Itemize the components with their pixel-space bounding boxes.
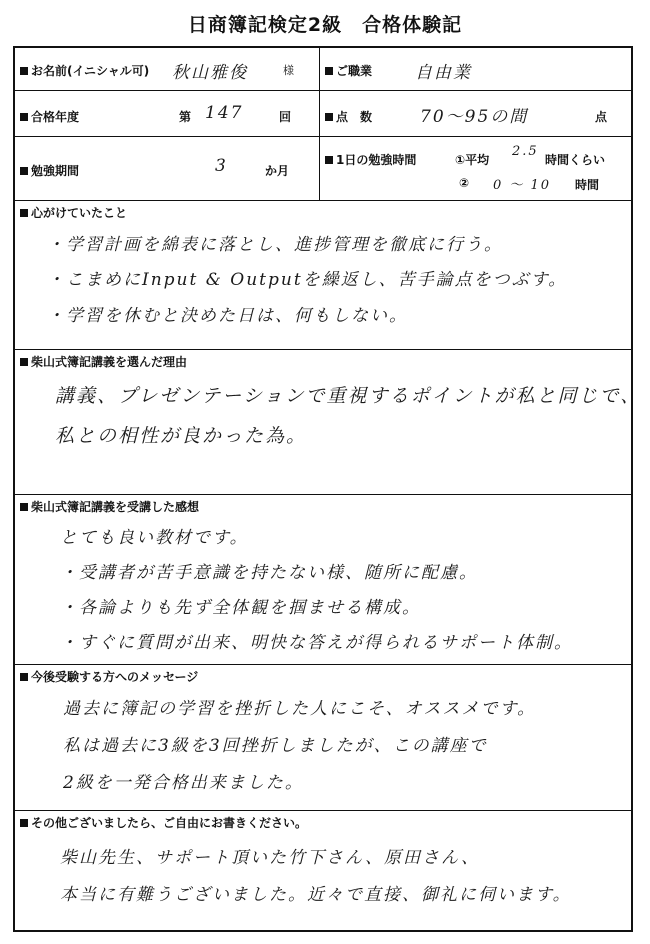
bullet-square-icon <box>20 209 28 217</box>
score-label <box>325 108 372 125</box>
year-label-text: 合格年度 <box>31 110 80 124</box>
period-suffix: か月 <box>265 164 290 178</box>
period-label <box>20 162 79 179</box>
daily-avg-prefix: ①平均 <box>455 153 490 167</box>
impression-line: とても良い教材です。 <box>60 528 249 548</box>
kokorogake-line: ・こまめにInput & Outputを繰返し、苦手論点をつぶす。 <box>47 270 568 290</box>
impression-line: ・受講者が苦手意識を持たない様、随所に配慮。 <box>60 563 478 583</box>
name-label <box>20 62 149 79</box>
row-divider <box>15 494 631 495</box>
reason-line: 講義、プレゼンテーションで重視するポイントが私と同じで、 <box>55 385 642 407</box>
bullet-square-icon <box>20 358 28 366</box>
daily-label-text: 1日の勉強時間 <box>336 153 417 167</box>
bullet-square-icon <box>20 67 28 75</box>
year-value: 147 <box>205 103 244 123</box>
bullet-square-icon <box>20 167 28 175</box>
message-label <box>20 668 198 685</box>
daily-range-value: 0 〜 10 <box>493 178 552 193</box>
column-divider <box>319 48 320 200</box>
daily-label <box>325 151 416 168</box>
experience-form <box>13 46 642 932</box>
reason-label <box>20 353 187 370</box>
bullet-square-icon <box>20 503 28 511</box>
row-divider <box>15 349 631 350</box>
row-divider <box>15 664 631 665</box>
reason-line: 私との相性が良かった為。 <box>55 425 308 447</box>
daily-avg-suffix: 時間くらい <box>545 153 606 167</box>
occupation-label <box>325 62 372 79</box>
row-divider <box>15 200 631 201</box>
bullet-square-icon <box>325 67 333 75</box>
row-divider <box>15 136 631 137</box>
row-divider <box>15 810 631 811</box>
message-line: 2級を一発合格出来ました。 <box>63 773 304 793</box>
impression-label-text: 柴山式簿記講義を受講した感想 <box>31 500 200 514</box>
message-label-text: 今後受験する方へのメッセージ <box>31 670 199 684</box>
impression-line: ・すぐに質問が出来、明快な答えが得られるサポート体制。 <box>60 633 573 653</box>
occupation-label-text: ご職業 <box>336 64 373 78</box>
occupation-value: 自由業 <box>415 63 472 83</box>
name-suffix: 様 <box>283 64 294 77</box>
bullet-square-icon <box>20 113 28 121</box>
bullet-square-icon <box>325 113 333 121</box>
year-label <box>20 108 79 125</box>
kokorogake-label <box>20 204 127 221</box>
bullet-square-icon <box>20 673 28 681</box>
period-label-text: 勉強期間 <box>31 164 80 178</box>
year-suffix: 回 <box>279 110 292 124</box>
impression-line: ・各論よりも先ず全体観を掴ませる構成。 <box>60 598 421 618</box>
daily-avg-value: 2.5 <box>512 144 539 159</box>
period-value: 3 <box>215 156 228 176</box>
message-line: 私は過去に3級を3回挫折しましたが、この講座で <box>63 736 488 756</box>
daily-range-prefix: ② <box>459 176 470 190</box>
year-prefix: 第 <box>179 110 192 124</box>
name-value: 秋山雅俊 <box>172 63 248 83</box>
kokorogake-label-text: 心がけていたこと <box>31 206 128 220</box>
daily-range-suffix: 時間 <box>575 178 600 192</box>
score-label-text: 点 数 <box>336 110 373 124</box>
other-line: 柴山先生、サポート頂いた竹下さん、原田さん、 <box>60 848 481 868</box>
reason-label-text: 柴山式簿記講義を選んだ理由 <box>31 355 188 369</box>
score-suffix: 点 <box>595 110 608 124</box>
bullet-square-icon <box>325 156 333 164</box>
page-title: 日商簿記検定2級 合格体験記 <box>187 14 463 36</box>
other-line: 本当に有難うございました。近々で直接、御礼に伺います。 <box>60 885 572 905</box>
kokorogake-line: ・学習計画を綿表に落とし、進捗管理を徹底に行う。 <box>47 235 503 255</box>
name-label-text: お名前(イニシャル可) <box>31 64 150 78</box>
other-label <box>20 814 307 831</box>
bullet-square-icon <box>20 819 28 827</box>
score-value: 70〜95の間 <box>420 107 529 127</box>
other-label-text: その他ございましたら、ご自由にお書きください。 <box>31 816 308 830</box>
impression-label <box>20 498 199 515</box>
row-divider <box>15 90 631 91</box>
kokorogake-line: ・学習を休むと決めた日は、何もしない。 <box>47 306 408 326</box>
message-line: 過去に簿記の学習を挫折した人にこそ、オススメです。 <box>63 699 537 719</box>
